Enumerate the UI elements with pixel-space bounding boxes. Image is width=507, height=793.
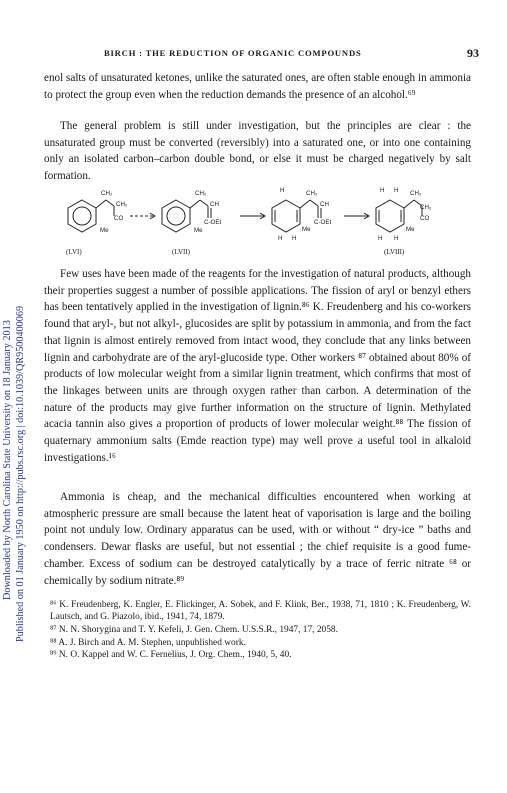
aromatic-circle-lvi bbox=[73, 207, 91, 225]
atom-label: CH₂ bbox=[195, 190, 207, 197]
aromatic-circle-lvii bbox=[167, 207, 185, 225]
atom-label: C-OEt bbox=[314, 219, 332, 226]
publication-watermark bbox=[15, 0, 27, 793]
compound-label-lvii: (LVII) bbox=[172, 248, 191, 256]
dihydro-ring-2 bbox=[376, 200, 404, 232]
atom-label: Me bbox=[194, 227, 203, 234]
footnote-88: ⁸⁸ A. J. Birch and A. M. Stephen, unpublished work. bbox=[50, 638, 246, 648]
dihydro-ring-1 bbox=[272, 200, 300, 232]
atom-label: H bbox=[394, 187, 399, 194]
paragraph-4: Ammonia is cheap, and the mechanical difficulties encountered when working at atmospheric pressure are small because the latent heat of vaporisation is large and the boiling point not unduly low. Ordinary apparatus can be used, with or without “ dry-ice ” baths and condensers. Dewar flasks are useful, but not essential ; the chief requisite is a good fume-chamber. Excess of sodium can be destroyed catalytically by a trace of ferric nitrate ⁶⁸ or chemically by sodium nitrate.⁸⁹ bbox=[44, 491, 471, 587]
atom-label: CH₂ bbox=[101, 190, 113, 197]
atom-label: CH₂ bbox=[306, 190, 318, 197]
atom-label: H bbox=[380, 187, 385, 194]
footnote-87: ⁸⁷ N. N. Shorygina and T. Y. Kefeli, J. Gen. Chem. U.S.S.R., 1947, 17, 2058. bbox=[50, 625, 338, 635]
paragraph-2: The general problem is still under investigation, but the principles are clear : the unsaturated group must be converted (reversibly) into a saturated one, or into one containing only an isolated carbon–carbon double bond, or else it must be charged negatively by salt formation. bbox=[44, 120, 471, 183]
atom-label: CO bbox=[114, 215, 124, 222]
download-watermark bbox=[2, 0, 14, 793]
download-notice: Downloaded by North Carolina State University on 18 January 2013 bbox=[2, 320, 13, 600]
atom-label: CH bbox=[320, 201, 329, 208]
compound-label-lviii: (LVIII) bbox=[384, 248, 405, 256]
paragraph-3: Few uses have been made of the reagents for the investigation of natural products, although their properties suggest a number of possible applications. The fission of aryl or benzyl ethers has been tentatively applied in the investigation of lignin.⁸⁶ K. Freudenberg and his co-workers found that aryl-, but not alkyl-, glucosides are split by potassium in ammonia, and from the fact that lignin is almost entirely removed from intact wood, they conclude that any links between lignin and carbohydrate are of the aryl-glucoside type. Other workers ⁸⁷ obtained about 80% of products of low molecular weight from a similar lignin treatment, which confirms that most of the linkages between units are through oxygen rather than carbon. A determination of the nature of the products may give further information on the structure of lignin. Methylated acacia tannin also gives a proportion of products of lower molecular weight.⁸⁸ The fission of quaternary ammonium salts (Emde reaction type) may well prove a useful tool in alkaloid investigations.¹⁶ bbox=[44, 268, 471, 464]
paragraph-1: enol salts of unsaturated ketones, unlike the saturated ones, are often stable enough in ammonia to protect the group even when the reduction demands the presence of an alcohol.⁶⁹ bbox=[44, 72, 471, 101]
atom-label: Me bbox=[100, 227, 109, 234]
page-number: 93 bbox=[467, 46, 479, 60]
atom-label: CH₂ bbox=[116, 201, 128, 208]
atom-label: CO bbox=[420, 215, 430, 222]
atom-label: H bbox=[378, 235, 383, 242]
atom-label: Me bbox=[302, 226, 311, 233]
running-title: BIRCH : THE REDUCTION OF ORGANIC COMPOUNDS bbox=[104, 48, 362, 58]
atom-label: Me bbox=[406, 226, 415, 233]
atom-label: C-OEt bbox=[204, 219, 222, 226]
atom-label: H bbox=[278, 235, 283, 242]
compound-label-lvi: (LVI) bbox=[66, 248, 82, 256]
running-header bbox=[104, 46, 479, 64]
atom-label: CH₂ bbox=[410, 190, 422, 197]
benzene-ring-lvi bbox=[68, 200, 96, 232]
atom-label: CH₂ bbox=[420, 204, 432, 211]
atom-label: CH bbox=[210, 201, 219, 208]
atom-label: H bbox=[394, 235, 399, 242]
reaction-scheme bbox=[44, 182, 474, 262]
atom-label: H bbox=[280, 187, 285, 194]
footnote-89: ⁸⁹ N. O. Kappel and W. C. Fernelius, J. Org. Chem., 1940, 5, 40. bbox=[50, 650, 292, 660]
benzene-ring-lvii bbox=[162, 200, 190, 232]
atom-label: H bbox=[292, 235, 297, 242]
footnote-86: ⁸⁶ K. Freudenberg, K. Engler, E. Flickinger, A. Sobek, and F. Klink, Ber., 1938, 71, 1810 ; K. Freudenberg, W. Lautsch, and G. Piazolo, ibid., 1941, 74, 1879. bbox=[50, 600, 471, 623]
publication-notice[interactable]: Published on 01 January 1950 on http://pubs.rsc.org | doi:10.1039/QR9500400069 bbox=[15, 305, 26, 642]
